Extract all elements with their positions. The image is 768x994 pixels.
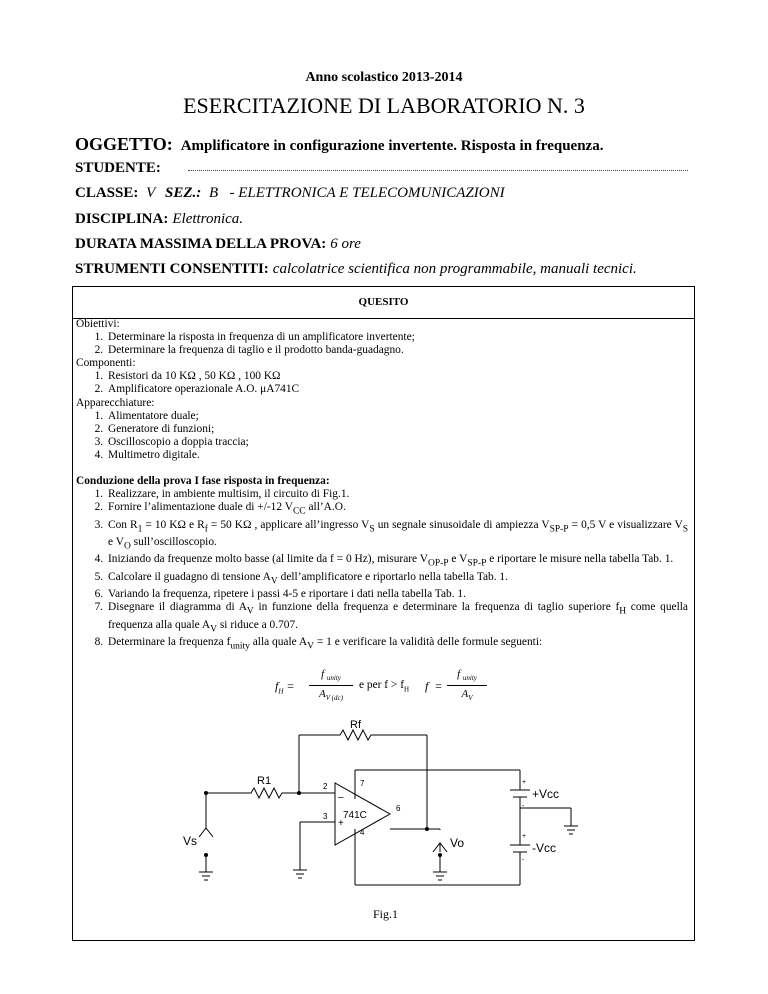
- vs-label: Vs: [183, 834, 198, 848]
- vcc-neg-label: -Vcc: [532, 841, 556, 855]
- oggetto-value: Amplificatore in configurazione invertente. Risposta in frequenza.: [180, 138, 604, 154]
- page-title: ESERCITAZIONE DI LABORATORIO N. 3: [183, 93, 585, 118]
- sez-label: SEZ.:: [165, 185, 202, 201]
- list-item: 2. Determinare la frequenza di taglio e il prodotto banda-guadagno.: [106, 344, 688, 357]
- classe-label: CLASSE:: [75, 185, 139, 201]
- list-item: 1. Resistori da 10 KΩ , 50 KΩ , 100 KΩ: [106, 370, 688, 383]
- list-item: 1. Determinare la risposta in frequenza di un amplificatore invertente;: [106, 331, 688, 344]
- ground-icon: [433, 872, 447, 880]
- formula-sub: H: [404, 685, 410, 694]
- studente-label: STUDENTE:: [75, 160, 161, 176]
- svg-text:-: -: [522, 803, 525, 810]
- rf-resistor: [299, 730, 427, 740]
- conduzione-title: Conduzione della prova I fase risposta in frequenza:: [76, 475, 330, 488]
- list-item: 2. Generatore di funzioni;: [106, 423, 688, 436]
- pin6-label: 6: [396, 804, 401, 813]
- list-item: 1. Alimentatore duale;: [106, 410, 688, 423]
- list-item: 6. Variando la frequenza, ripetere i passi 4-5 e riportare i dati nella tabella Tab. 1.: [106, 588, 688, 601]
- svg-text:-: -: [522, 857, 525, 864]
- componenti-title: Componenti:: [76, 357, 136, 370]
- list-item: 2. Fornire l’alimentazione duale di +/-12 $V_{CC}$ all’A.O.: [106, 501, 688, 518]
- r1-label: R1: [257, 775, 272, 787]
- durata-value: 6 ore: [330, 236, 361, 252]
- pin7-label: 7: [360, 779, 365, 788]
- strumenti-value: calcolatrice scientifica non programmabile, manuali tecnici.: [272, 261, 637, 277]
- list-item: 4. Iniziando da frequenze molto basse (al limite da f = 0 Hz), misurare $V_{OP-P}$ e $V_{SP-P}$ e riportare le misure nella tabella Tab. 1.: [106, 553, 688, 570]
- durata-label: DURATA MASSIMA DELLA PROVA:: [75, 236, 327, 252]
- list-item: 5. Calcolare il guadagno di tensione $A_V$ dell’amplificatore e riportarlo nella tabella Tab. 1.: [106, 571, 688, 588]
- figure-caption: Fig.1: [373, 907, 399, 921]
- r1-resistor: [206, 788, 335, 798]
- ground-icon: [199, 872, 213, 880]
- oggetto-label: OGGETTO:: [75, 134, 173, 154]
- list-item: 4. Multimetro digitale.: [106, 449, 688, 462]
- strumenti-label: STRUMENTI CONSENTITI:: [75, 261, 269, 277]
- quesito-heading: QUESITO: [73, 287, 694, 319]
- disciplina-value: Elettronica.: [172, 211, 244, 227]
- svg-text:+: +: [522, 833, 527, 840]
- school-year: Anno scolastico 2013-2014: [305, 70, 463, 85]
- list-item: 7. Disegnare il diagramma di $A_V$ in funzione della frequenza e determinare la frequenza di taglio superiore $f_H$ come quella frequenza alla quale $A_V$ si riduce a 0.707.: [106, 601, 688, 636]
- ground-icon: [564, 826, 578, 834]
- list-item: 1. Realizzare, in ambiente multisim, il circuito di Fig.1.: [106, 488, 688, 501]
- svg-text:+: +: [522, 779, 527, 786]
- rf-label: Rf: [350, 719, 361, 731]
- list-item: 3. Oscilloscopio a doppia traccia;: [106, 436, 688, 449]
- apparecchiature-title: Apparecchiature:: [76, 396, 155, 409]
- disciplina-label: DISCIPLINA:: [75, 211, 169, 227]
- list-item: 2. Amplificatore operazionale A.O. μA741C: [106, 383, 688, 396]
- classe-value: V: [146, 185, 156, 201]
- obiettivi-title: Obiettivi:: [76, 318, 120, 330]
- pin2-label: 2: [323, 782, 328, 791]
- opamp-label: 741C: [343, 810, 367, 821]
- vcc-pos-label: +Vcc: [532, 787, 560, 801]
- formula-text: e per f > f: [359, 679, 405, 691]
- pin3-label: 3: [323, 812, 328, 821]
- svg-text:+: +: [338, 818, 344, 829]
- list-item: 8. Determinare la frequenza $f_{unity}$ alla quale $A_V = 1$ e verificare la validità delle formule seguenti:: [106, 636, 688, 653]
- formula: $f_H$ = f $_{unity}$ $A_{V (dc)}$ e per $f > f_H$ f = f $_{unity}$ $A_V$: [275, 668, 525, 708]
- svg-text:–: –: [338, 792, 344, 803]
- sez-value: B - ELETTRONICA E TELECOMUNICAZIONI: [209, 185, 505, 201]
- pin4-label: 4: [360, 828, 365, 837]
- list-item: 3. Con $R_1 = 10$ KΩ e $R_f = 50$ KΩ , applicare all’ingresso $V_S$ un segnale sinusoidale di ampiezza $V_{SP-P} = 0,5$ V e visualizzare $V_S$ e $V_O$ sull’oscilloscopio.: [106, 519, 688, 554]
- ground-icon: [293, 870, 307, 878]
- vo-label: Vo: [450, 836, 465, 850]
